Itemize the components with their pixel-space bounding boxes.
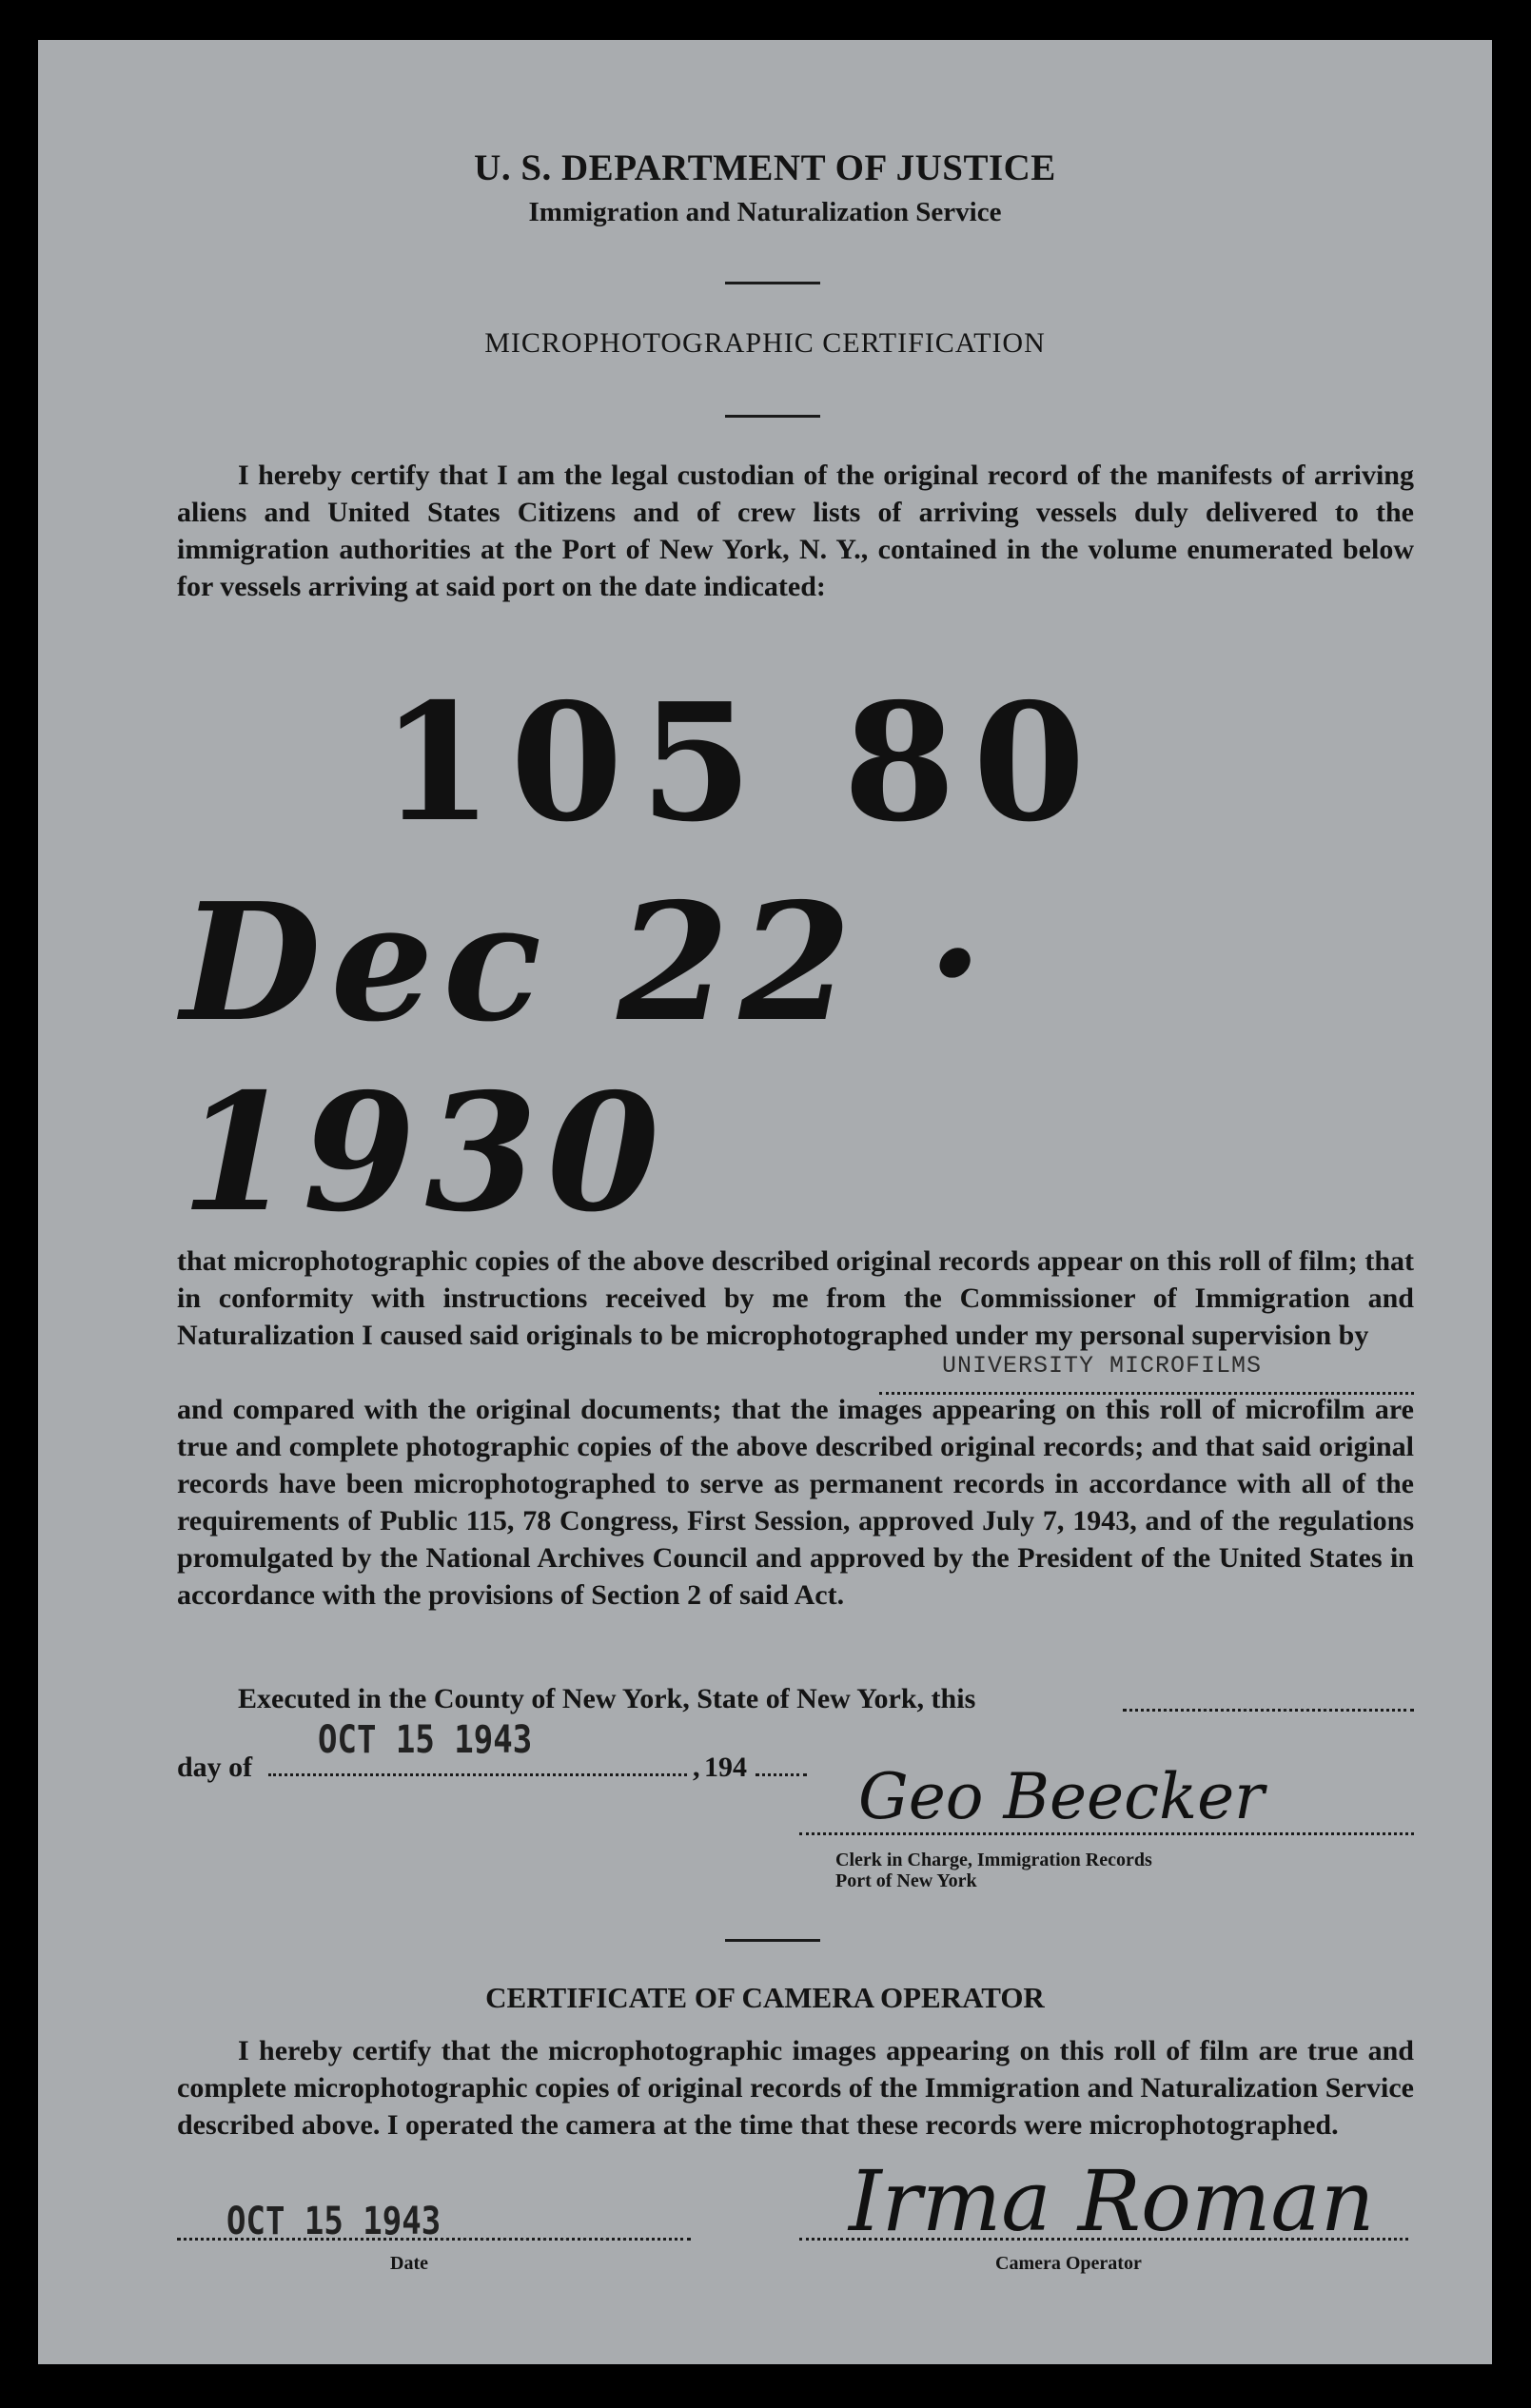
date-label: Date	[390, 2253, 428, 2274]
service-subheading: Immigration and Naturalization Service	[528, 197, 1002, 227]
signer-port-text: Port of New York	[835, 1870, 977, 1891]
microfilmer-typed: UNIVERSITY MICROFILMS	[942, 1352, 1263, 1380]
arrival-date-handwritten: Dec 22 · 1930	[181, 868, 993, 1248]
operator-signature: Irma Roman	[849, 2152, 1375, 2250]
divider	[725, 415, 820, 418]
year-prefix: 194	[704, 1752, 747, 1783]
day-of-dots	[268, 1773, 687, 1776]
intro-paragraph	[177, 457, 1414, 605]
body-paragraph	[177, 1243, 1414, 1354]
body-paragraph-2	[177, 1391, 1414, 1614]
clerk-signature: Geo Beecker	[858, 1760, 1265, 1833]
form-title: MICROPHOTOGRAPHIC CERTIFICATION	[484, 327, 1046, 359]
operator-line	[799, 2238, 1408, 2241]
executed-dots	[1123, 1709, 1414, 1712]
divider	[725, 282, 820, 284]
executed-line: Executed in the County of New York, State of New York, this	[238, 1683, 976, 1714]
day-of-label: day of	[177, 1752, 253, 1783]
body-text-1: that microphotographic copies of the above described original records appear on this roll of film; that in conformity with instructions received by me from the Commissioner of Immigration and Naturalization I caused said originals to be microphotographed under my personal supervision by	[177, 1245, 1414, 1351]
certificate-page	[38, 40, 1492, 2364]
signature-line	[799, 1832, 1414, 1835]
operator-label: Camera Operator	[995, 2253, 1142, 2274]
camera-paragraph	[177, 2032, 1414, 2144]
volume-number-handwritten: 105 80	[381, 668, 1103, 858]
intro-text: I hereby certify that I am the legal custodian of the original record of the manifests of arriving aliens and United States Citizens and of crew lists of arriving vessels duly delivered to the immigration authorities at the Port of New York, N. Y., contained in the volume enumerated below for vessels arriving at said port on the date indicated:	[177, 460, 1414, 602]
date-line	[177, 2238, 691, 2241]
signer-title-text: Clerk in Charge, Immigration Records	[835, 1850, 1152, 1870]
camera-text: I hereby certify that the microphotographic images appearing on this roll of film are true and complete microphotographic copies of original records of the Immigration and Naturalization Service described above. I operated the camera at the time that these records were microphotographed.	[177, 2035, 1414, 2141]
year-dots	[756, 1773, 807, 1776]
camera-certificate-title: CERTIFICATE OF CAMERA OPERATOR	[485, 1981, 1045, 2014]
comma: ,	[693, 1752, 700, 1783]
divider	[725, 1939, 820, 1942]
camera-date-stamp: OCT 15 1943	[226, 2200, 442, 2243]
signer-title	[835, 1850, 1152, 1891]
body-text-2: and compared with the original documents; that the images appearing on this roll of microfilm are true and complete photographic copies of the above described original records; and that said original records have been microphotographed to serve as permanent records in accordance with all of the requirements of Public 115, 78 Congress, First Session, approved July 7, 1943, and of the regulations promulgated by the National Archives Council and approved by the President of the United States in accordance with the provisions of Section 2 of said Act.	[177, 1394, 1414, 1611]
department-heading: U. S. DEPARTMENT OF JUSTICE	[474, 147, 1056, 188]
execution-date-stamp: OCT 15 1943	[318, 1718, 533, 1762]
